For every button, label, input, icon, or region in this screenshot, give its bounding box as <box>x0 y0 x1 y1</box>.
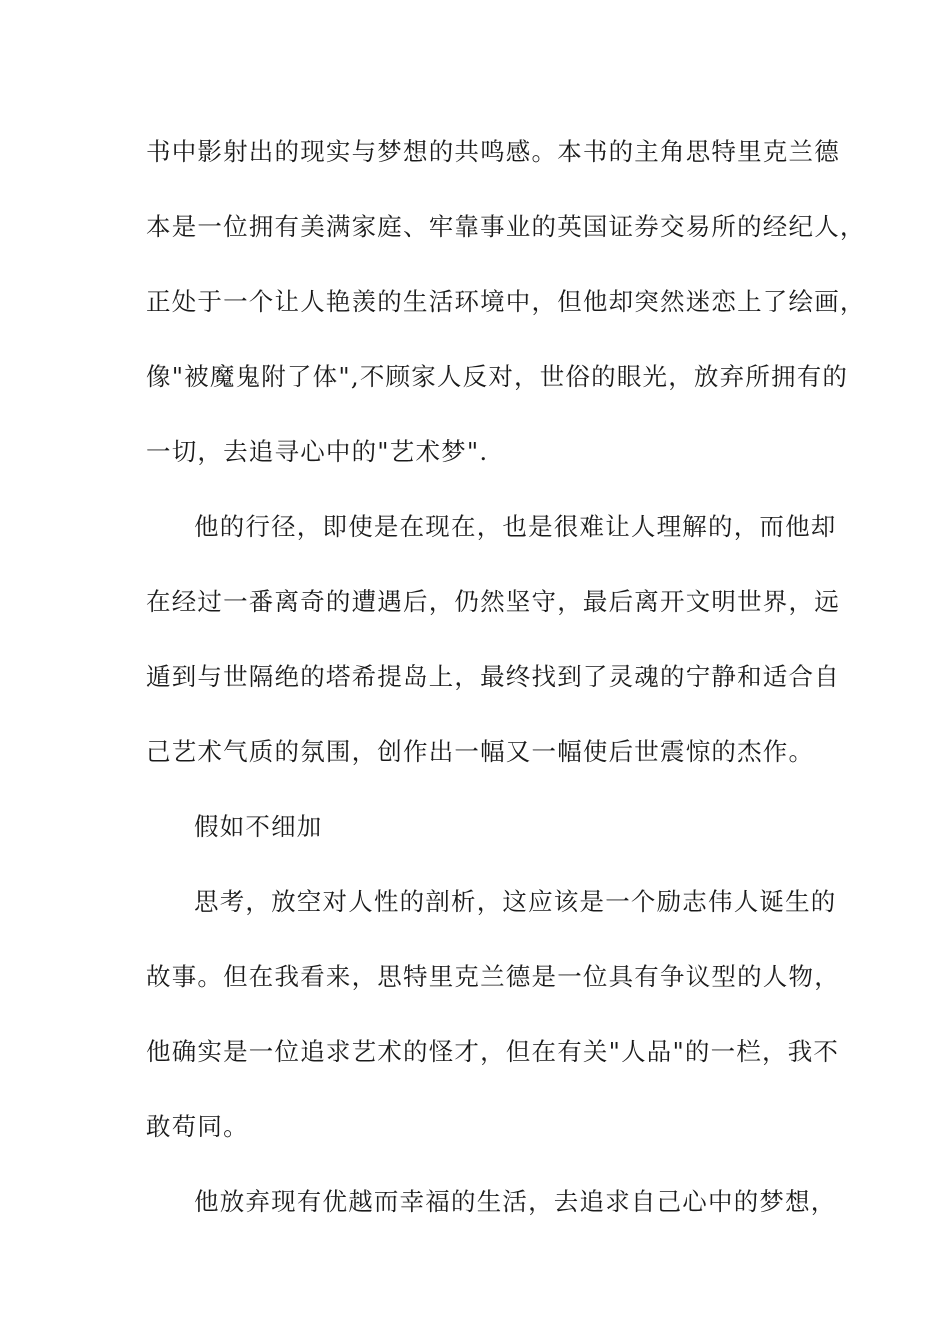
text-line: 敢苟同。 <box>146 1112 249 1141</box>
paragraph-first-line: 思考，放空对人性的剖析，这应该是一个励志伟人诞生的 <box>194 887 837 916</box>
text-line: 他确实是一位追求艺术的怪才，但在有关"人品"的一栏，我不 <box>146 1037 840 1066</box>
text-line: 己艺术气质的氛围，创作出一幅又一幅使后世震惊的杰作。 <box>146 737 815 766</box>
paragraph-first-line: 他放弃现有优越而幸福的生活，去追求自己心中的梦想， <box>194 1187 837 1216</box>
text-line: 在经过一番离奇的遭遇后，仍然坚守，最后离开文明世界，远 <box>146 587 840 616</box>
text-line: 故事。但在我看来，思特里克兰德是一位具有争议型的人物， <box>146 962 840 991</box>
text-line: 正处于一个让人艳羡的生活环境中，但他却突然迷恋上了绘画， <box>146 287 866 316</box>
text-line: 本是一位拥有美满家庭、牢靠事业的英国证券交易所的经纪人， <box>146 212 866 241</box>
text-line: 遁到与世隔绝的塔希提岛上，最终找到了灵魂的宁静和适合自 <box>146 662 840 691</box>
paragraph-first-line: 他的行径，即使是在现在，也是很难让人理解的，而他却 <box>194 512 837 541</box>
text-line: 一切，去追寻心中的"艺术梦". <box>146 437 489 466</box>
text-line: 像"被魔鬼附了体",不顾家人反对，世俗的眼光，放弃所拥有的 <box>146 362 849 391</box>
paragraph-first-line: 假如不细加 <box>194 812 323 841</box>
text-line: 书中影射出的现实与梦想的共鸣感。本书的主角思特里克兰德 <box>146 137 840 166</box>
